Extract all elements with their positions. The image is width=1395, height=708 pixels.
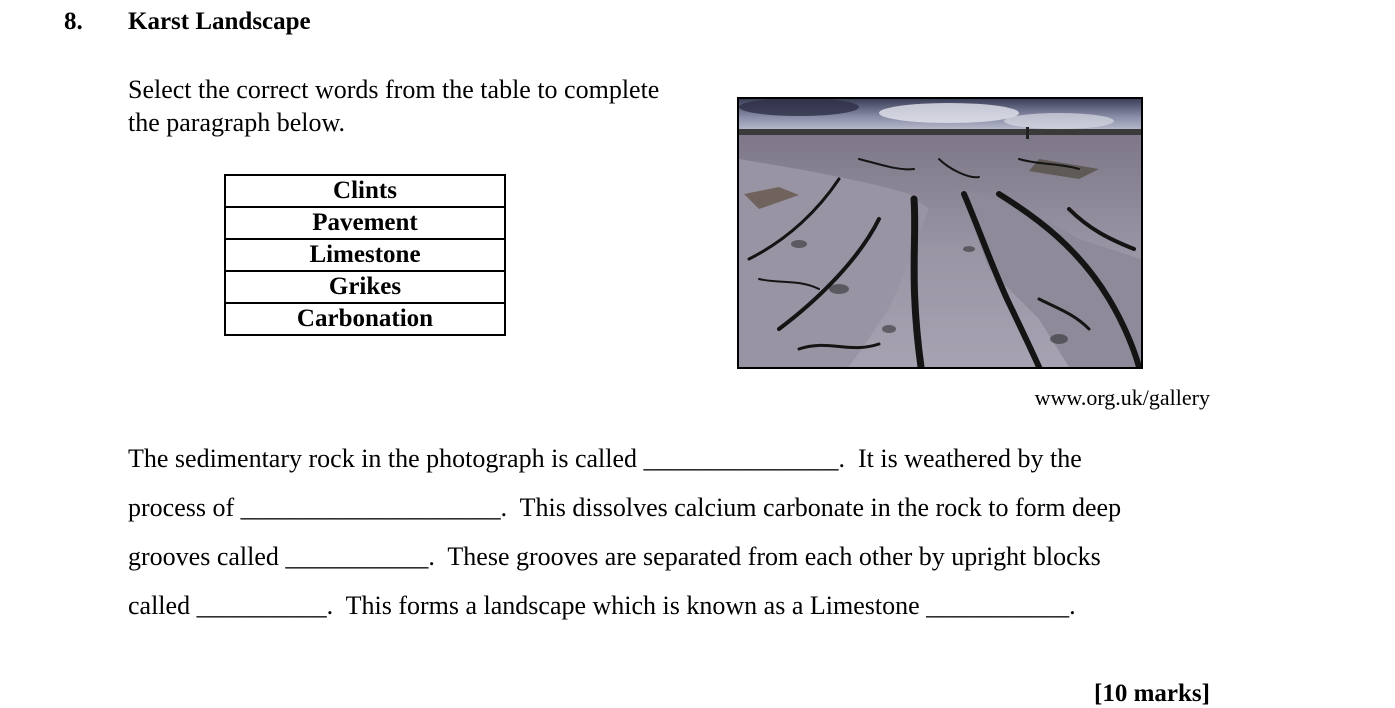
limestone-pavement-photo <box>737 97 1143 369</box>
word-bank-row <box>225 207 505 239</box>
question-title: Karst Landscape <box>128 8 311 35</box>
paragraph-line: grooves called ___________. These grooves are separated from each other by upright blocks <box>128 542 1101 571</box>
word-bank-row <box>225 271 505 303</box>
instruction-text <box>128 73 728 139</box>
question-number: 8. <box>64 8 83 35</box>
word-bank-cell: Limestone <box>225 239 505 271</box>
word-bank-row <box>225 175 505 207</box>
word-bank-cell: Pavement <box>225 207 505 239</box>
word-bank-table <box>224 174 506 336</box>
word-bank-cell: Grikes <box>225 271 505 303</box>
instruction-line: Select the correct words from the table to complete <box>128 75 660 104</box>
word-bank-row <box>225 303 505 335</box>
paragraph-line: The sedimentary rock in the photograph is called _______________. It is weathered by the <box>128 444 1082 473</box>
marks-label: [10 marks] <box>1094 680 1210 707</box>
paragraph-line: called __________. This forms a landscape which is known as a Limestone ___________. <box>128 591 1076 620</box>
instruction-line: the paragraph below. <box>128 108 346 137</box>
paragraph-line: process of ____________________. This dissolves calcium carbonate in the rock to form deep <box>128 493 1122 522</box>
word-bank-cell: Carbonation <box>225 303 505 335</box>
word-bank-row <box>225 239 505 271</box>
cloze-paragraph <box>128 434 1278 630</box>
photo-credit: www.org.uk/gallery <box>1034 385 1210 410</box>
word-bank-cell: Clints <box>225 175 505 207</box>
